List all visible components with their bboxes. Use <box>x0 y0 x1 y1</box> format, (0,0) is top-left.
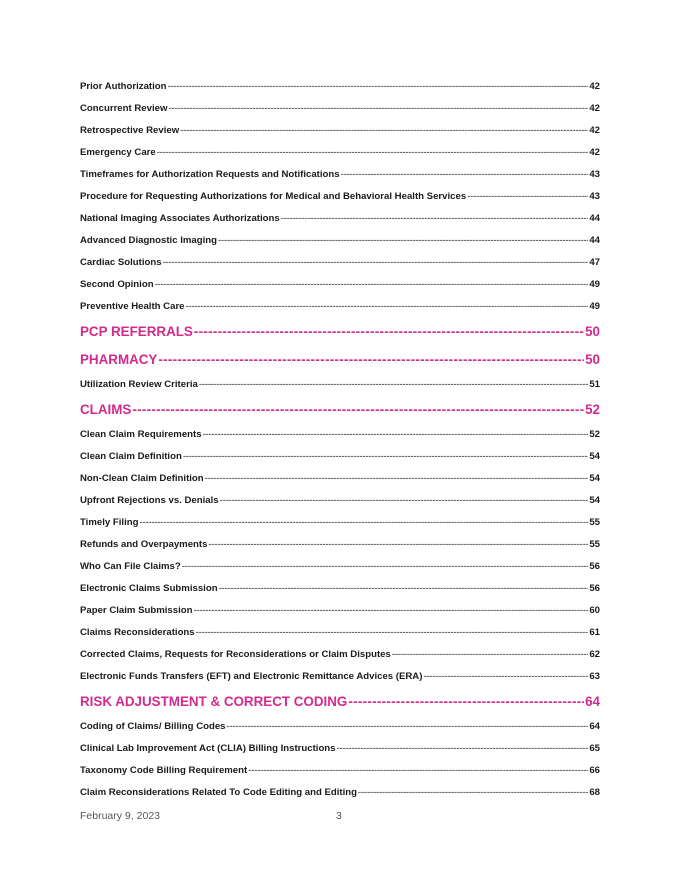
toc-entry[interactable] <box>80 556 600 578</box>
toc-entry-label: Cardiac Solutions <box>80 257 162 268</box>
toc-entry-page: 50 <box>585 352 600 367</box>
toc-dot-leader <box>358 782 588 804</box>
toc-dot-leader <box>180 120 588 142</box>
toc-dot-leader <box>168 76 589 98</box>
toc-entry-label: Non-Clean Claim Definition <box>80 473 204 484</box>
toc-entry-label: Prior Authorization <box>80 81 167 92</box>
toc-dot-leader <box>205 468 589 490</box>
toc-entry[interactable] <box>80 76 600 98</box>
toc-entry[interactable] <box>80 252 600 274</box>
toc-entry-label: Timely Filing <box>80 517 139 528</box>
toc-entry-label: Timeframes for Authorization Requests and Notifications <box>80 169 340 180</box>
toc-entry-page: 55 <box>589 517 600 528</box>
toc-dot-leader <box>392 644 589 666</box>
toc-entry-label: RISK ADJUSTMENT & CORRECT CODING <box>80 694 348 709</box>
toc-entry[interactable] <box>80 600 600 622</box>
toc-entry-page: 62 <box>589 649 600 660</box>
toc-dot-leader <box>183 446 589 468</box>
toc-entry-page: 42 <box>589 147 600 158</box>
toc-entry[interactable] <box>80 186 600 208</box>
toc-dot-leader <box>248 760 588 782</box>
toc-entry[interactable] <box>80 274 600 296</box>
toc-dot-leader <box>219 578 589 600</box>
toc-entry-label: Corrected Claims, Requests for Reconsiderations or Claim Disputes <box>80 649 391 660</box>
table-of-contents <box>80 76 600 804</box>
toc-entry-label: PCP REFERRALS <box>80 324 193 339</box>
toc-entry-page: 42 <box>589 125 600 136</box>
footer-page-number: 3 <box>336 810 342 822</box>
toc-entry[interactable] <box>80 490 600 512</box>
footer-date: February 9, 2023 <box>80 810 160 822</box>
toc-dot-leader <box>186 296 589 318</box>
toc-entry-page: 56 <box>589 561 600 572</box>
toc-dot-leader <box>227 716 589 738</box>
toc-entry-label: Emergency Care <box>80 147 156 158</box>
toc-entry-page: 61 <box>589 627 600 638</box>
toc-entry-page: 52 <box>589 429 600 440</box>
toc-entry-page: 52 <box>585 402 600 417</box>
toc-dot-leader <box>341 164 589 186</box>
toc-entry-page: 49 <box>589 279 600 290</box>
toc-entry-label: Who Can File Claims? <box>80 561 181 572</box>
toc-entry[interactable] <box>80 716 600 738</box>
toc-entry-label: Coding of Claims/ Billing Codes <box>80 721 226 732</box>
toc-entry[interactable] <box>80 424 600 446</box>
toc-entry[interactable] <box>80 534 600 556</box>
toc-dot-leader <box>218 230 588 252</box>
toc-entry[interactable] <box>80 446 600 468</box>
toc-entry[interactable] <box>80 468 600 490</box>
toc-section-entry[interactable] <box>80 318 600 346</box>
toc-dot-leader <box>220 490 589 512</box>
toc-dot-leader <box>132 396 584 424</box>
toc-entry[interactable] <box>80 296 600 318</box>
toc-entry-label: Paper Claim Submission <box>80 605 193 616</box>
toc-entry-page: 63 <box>589 671 600 682</box>
toc-dot-leader <box>157 142 589 164</box>
toc-entry[interactable] <box>80 164 600 186</box>
toc-entry[interactable] <box>80 142 600 164</box>
toc-dot-leader <box>196 622 589 644</box>
toc-entry-page: 68 <box>589 787 600 798</box>
toc-entry-label: Second Opinion <box>80 279 154 290</box>
toc-entry[interactable] <box>80 622 600 644</box>
toc-entry-label: Procedure for Requesting Authorizations for Medical and Behavioral Health Services <box>80 191 467 202</box>
toc-dot-leader <box>467 186 588 208</box>
toc-dot-leader <box>199 374 589 396</box>
toc-dot-leader <box>203 424 589 446</box>
toc-dot-leader <box>337 738 589 760</box>
toc-entry-page: 64 <box>585 694 600 709</box>
page-footer <box>80 810 600 826</box>
toc-dot-leader <box>423 666 588 688</box>
toc-entry-label: Taxonomy Code Billing Requirement <box>80 765 248 776</box>
toc-entry-label: Electronic Funds Transfers (EFT) and Electronic Remittance Advices (ERA) <box>80 671 423 682</box>
toc-dot-leader <box>139 512 588 534</box>
toc-entry-page: 55 <box>589 539 600 550</box>
toc-section-entry[interactable] <box>80 346 600 374</box>
toc-entry-label: Clean Claim Definition <box>80 451 182 462</box>
toc-entry-label: Claim Reconsiderations Related To Code Editing and Editing <box>80 787 358 798</box>
toc-entry[interactable] <box>80 98 600 120</box>
toc-entry-page: 51 <box>589 379 600 390</box>
toc-dot-leader <box>163 252 589 274</box>
toc-entry-label: Refunds and Overpayments <box>80 539 208 550</box>
toc-section-entry[interactable] <box>80 688 600 716</box>
toc-dot-leader <box>158 346 584 374</box>
toc-entry-label: Advanced Diagnostic Imaging <box>80 235 218 246</box>
toc-entry-page: 43 <box>589 169 600 180</box>
toc-entry-page: 44 <box>589 213 600 224</box>
toc-entry-label: CLAIMS <box>80 402 132 417</box>
toc-entry-label: Utilization Review Criteria <box>80 379 198 390</box>
toc-entry-label: Clinical Lab Improvement Act (CLIA) Billing Instructions <box>80 743 336 754</box>
toc-entry[interactable] <box>80 782 600 804</box>
toc-dot-leader <box>348 688 584 716</box>
toc-entry-page: 54 <box>589 451 600 462</box>
toc-entry-page: 64 <box>589 721 600 732</box>
toc-entry-label: Concurrent Review <box>80 103 168 114</box>
toc-entry-label: Retrospective Review <box>80 125 180 136</box>
toc-entry-page: 60 <box>589 605 600 616</box>
toc-section-entry[interactable] <box>80 396 600 424</box>
toc-entry-label: National Imaging Associates Authorizations <box>80 213 280 224</box>
toc-dot-leader <box>194 600 589 622</box>
toc-dot-leader <box>155 274 589 296</box>
toc-entry[interactable] <box>80 120 600 142</box>
toc-entry[interactable] <box>80 374 600 396</box>
toc-dot-leader <box>168 98 588 120</box>
toc-entry[interactable] <box>80 644 600 666</box>
toc-entry-page: 43 <box>589 191 600 202</box>
toc-entry-page: 65 <box>589 743 600 754</box>
toc-entry-label: Upfront Rejections vs. Denials <box>80 495 219 506</box>
toc-entry-label: Electronic Claims Submission <box>80 583 218 594</box>
toc-entry[interactable] <box>80 578 600 600</box>
toc-entry-label: Preventive Health Care <box>80 301 185 312</box>
toc-dot-leader <box>194 318 584 346</box>
toc-entry-page: 54 <box>589 473 600 484</box>
toc-entry-page: 49 <box>589 301 600 312</box>
toc-entry[interactable] <box>80 760 600 782</box>
toc-entry-label: Claims Reconsiderations <box>80 627 195 638</box>
toc-entry-page: 56 <box>589 583 600 594</box>
toc-entry[interactable] <box>80 512 600 534</box>
toc-dot-leader <box>208 534 588 556</box>
toc-entry[interactable] <box>80 208 600 230</box>
toc-entry-page: 50 <box>585 324 600 339</box>
toc-entry-page: 44 <box>589 235 600 246</box>
toc-entry-page: 47 <box>589 257 600 268</box>
toc-entry[interactable] <box>80 738 600 760</box>
toc-entry[interactable] <box>80 666 600 688</box>
toc-entry-label: Clean Claim Requirements <box>80 429 202 440</box>
toc-dot-leader <box>182 556 589 578</box>
toc-entry-page: 54 <box>589 495 600 506</box>
toc-entry-page: 42 <box>589 103 600 114</box>
toc-entry-page: 66 <box>589 765 600 776</box>
toc-entry[interactable] <box>80 230 600 252</box>
toc-entry-page: 42 <box>589 81 600 92</box>
toc-dot-leader <box>281 208 589 230</box>
toc-entry-label: PHARMACY <box>80 352 158 367</box>
